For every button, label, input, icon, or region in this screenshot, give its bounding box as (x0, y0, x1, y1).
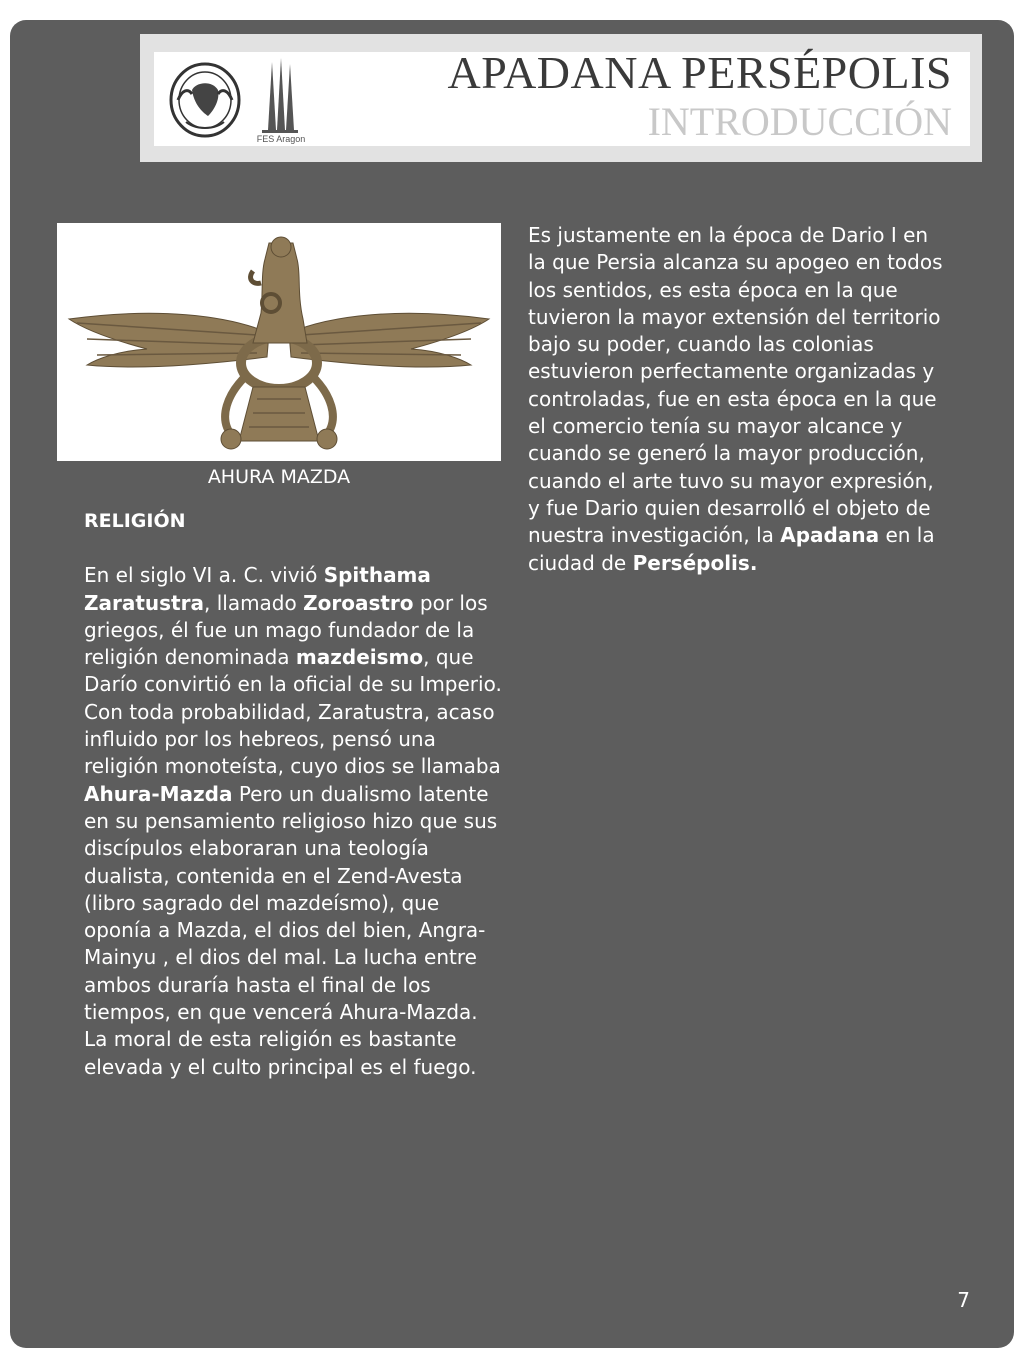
religion-paragraph: En el siglo VI a. C. vivió Spithama Zaratustra, llamado Zoroastro por los griegos, él fue un mago fundador de la religión denominada mazdeismo, que Darío convirtió en la oficial de su Imperio. Con toda probabilidad, Zaratustra, acaso influido por los hebreos, pensó una religión monoteísta, cuyo dios se llamaba Ahura-Mazda Pero un dualismo latente en su pensamiento religioso hizo que sus discípulos elaboraran una teología dualista, contenida en el Zend-Avesta (libro sagrado del mazdeísmo), que oponía a Mazda, el dios del bien, Angra-Mainyu , el dios del mal. La lucha entre ambos duraría hasta el final de los tiempos, en que vencerá Ahura-Mazda. La moral de esta religión es bastante elevada y el culto principal es el fuego. (84, 563, 502, 1079)
page-number: 7 (957, 1288, 970, 1312)
left-column (84, 508, 504, 1081)
right-column (528, 222, 948, 577)
faravahar-relief (57, 223, 501, 461)
section-heading: RELIGIÓN (84, 510, 186, 532)
ahura-mazda-image (57, 223, 501, 461)
page-title: APADANA PERSÉPOLIS (447, 47, 952, 98)
fes-aragon-logo (252, 54, 308, 146)
history-paragraph: Es justamente en la época de Dario I en la que Persia alcanza su apogeo en todos los sentidos, es esta época en la que tuvieron la mayor extensión del territorio bajo su poder, cuando las colonias estuvieron perfectamente organizadas y controladas, fue en esta época en la que el comercio tenía su mayor alcance y cuando se generó la mayor producción, cuando el arte tuvo su mayor expresión, y fue Dario quien desarrolló el objeto de nuestra investigación, la Apadana en la ciudad de Persépolis. (528, 223, 943, 575)
unam-seal-logo (168, 60, 242, 140)
page-subtitle: INTRODUCCIÓN (647, 99, 952, 144)
image-caption: AHURA MAZDA (207, 466, 351, 488)
fes-aragon-logo-text: FES Aragon (256, 134, 306, 144)
